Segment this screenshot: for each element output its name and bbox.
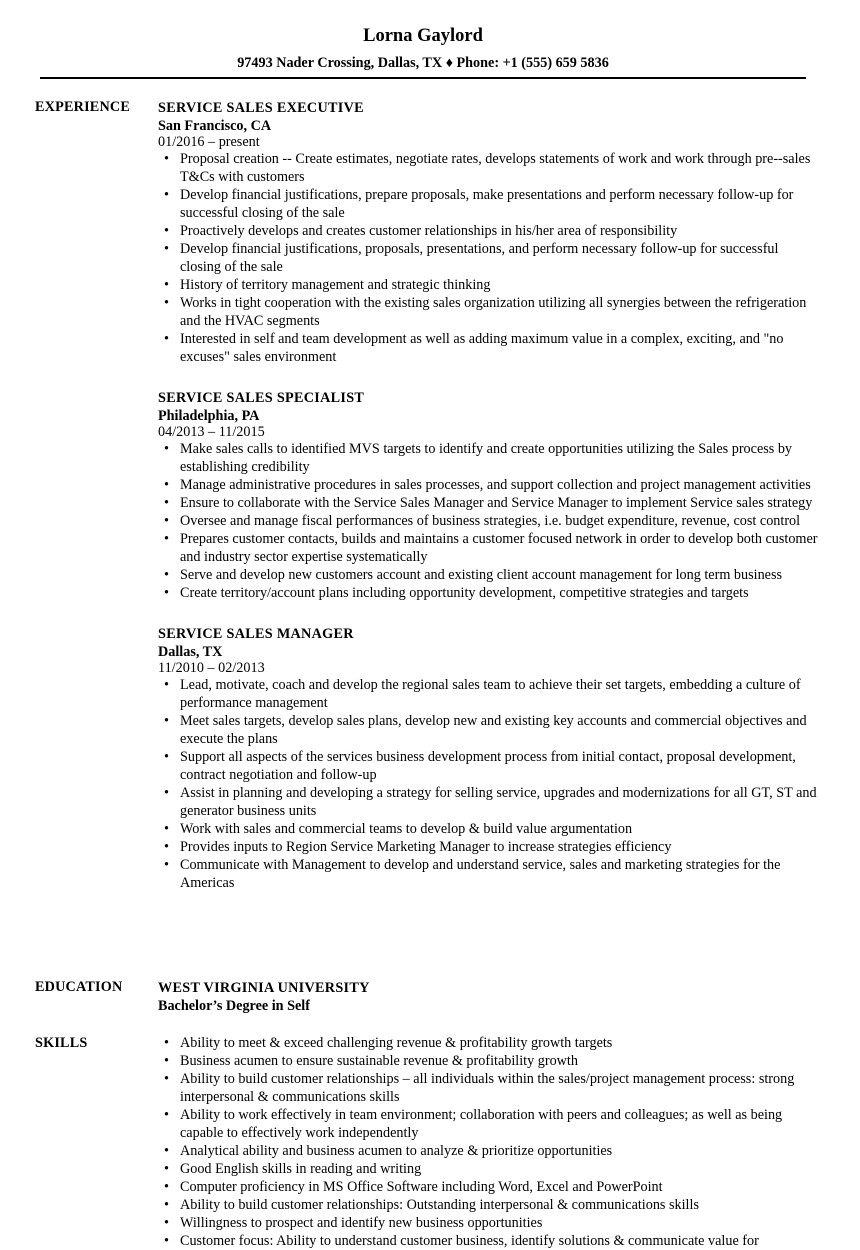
- skill-item: • Computer proficiency in MS Office Software including Word, Excel and PowerPoint: [158, 1178, 818, 1196]
- skill-item: • Business acumen to ensure sustainable revenue & profitability growth: [158, 1052, 818, 1070]
- job-bullet: • History of territory management and strategic thinking: [158, 276, 818, 294]
- job-bullet: • Assist in planning and developing a strategy for selling service, upgrades and modernizations for all GT, ST and generator business units: [158, 784, 818, 820]
- skill-item: • Ability to work effectively in team environment; collaboration with peers and colleagues; as well as being capable to effectively work independently: [158, 1106, 818, 1142]
- resume-header: [40, 24, 806, 72]
- job-dates: 04/2013 – 11/2015: [158, 424, 265, 440]
- job-location: Dallas, TX: [158, 644, 223, 660]
- job-bullets: [158, 150, 818, 366]
- job-bullet: • Meet sales targets, develop sales plans, develop new and existing key accounts and commercial objectives and execute the plans: [158, 712, 818, 748]
- job-title: SERVICE SALES MANAGER: [158, 626, 354, 642]
- job-bullet: • Prepares customer contacts, builds and maintains a customer focused network in order to develop both customer and industry sector expertise systematically: [158, 530, 818, 566]
- skill-item: • Ability to build customer relationships – all individuals within the sales/project management process: strong interpersonal & communications skills: [158, 1070, 818, 1106]
- job-entry: [158, 388, 818, 602]
- education-school: WEST VIRGINIA UNIVERSITY: [158, 980, 370, 996]
- job-bullet: • Develop financial justifications, proposals, presentations, and perform necessary follow-up for successful closing of the sale: [158, 240, 818, 276]
- header-divider: [40, 77, 806, 79]
- section-label-skills: SKILLS: [35, 1035, 88, 1051]
- job-entry: [158, 98, 818, 366]
- job-location: San Francisco, CA: [158, 118, 272, 134]
- job-bullet: • Work with sales and commercial teams to develop & build value argumentation: [158, 820, 818, 838]
- job-bullet: • Support all aspects of the services business development process from initial contact, proposal development, contract negotiation and follow-up: [158, 748, 818, 784]
- job-bullet: • Create territory/account plans including opportunity development, competitive strategies and targets: [158, 584, 818, 602]
- skill-item: • Good English skills in reading and writing: [158, 1160, 818, 1178]
- section-label-education: EDUCATION: [35, 979, 123, 995]
- job-title: SERVICE SALES SPECIALIST: [158, 390, 365, 406]
- job-dates: 01/2016 – present: [158, 134, 260, 150]
- education-degree: Bachelor’s Degree in Self: [158, 998, 310, 1014]
- job-bullet: • Manage administrative procedures in sales processes, and support collection and project management activities: [158, 476, 818, 494]
- section-label-experience: EXPERIENCE: [35, 99, 131, 115]
- job-bullet: • Oversee and manage fiscal performances of business strategies, i.e. budget expenditure, revenue, cost control: [158, 512, 818, 530]
- job-title: SERVICE SALES EXECUTIVE: [158, 100, 364, 116]
- job-bullet: • Communicate with Management to develop and understand service, sales and marketing strategies for the Americas: [158, 856, 818, 892]
- skill-item: • Ability to build customer relationships: Outstanding interpersonal & communications skills: [158, 1196, 818, 1214]
- job-bullet: • Proposal creation -- Create estimates, negotiate rates, develops statements of work and work through pre--sales T&Cs with customers: [158, 150, 818, 186]
- skills-body: [158, 1034, 818, 1250]
- contact-line: 97493 Nader Crossing, Dallas, TX ♦ Phone: +1 (555) 659 5836: [237, 55, 609, 71]
- skill-item: • Ability to meet & exceed challenging revenue & profitability growth targets: [158, 1034, 818, 1052]
- education-body: [158, 978, 818, 1015]
- job-location: Philadelphia, PA: [158, 408, 260, 424]
- skills-list: [158, 1034, 818, 1250]
- experience-jobs: [158, 98, 818, 914]
- job-bullet: • Develop financial justifications, prepare proposals, make presentations and perform necessary follow-up for successful closing of the sale: [158, 186, 818, 222]
- job-bullet: • Ensure to collaborate with the Service Sales Manager and Service Manager to implement Service sales strategy: [158, 494, 818, 512]
- job-bullet: • Lead, motivate, coach and develop the regional sales team to achieve their set targets, embedding a culture of performance management: [158, 676, 818, 712]
- job-bullet: • Interested in self and team development as well as adding maximum value in a complex, exciting, and "no excuses" sales environment: [158, 330, 818, 366]
- candidate-name: Lorna Gaylord: [363, 26, 483, 46]
- job-bullet: • Proactively develops and creates customer relationships in his/her area of responsibility: [158, 222, 818, 240]
- job-bullets: [158, 440, 818, 602]
- job-bullets: [158, 676, 818, 892]
- skill-item: • Willingness to prospect and identify new business opportunities: [158, 1214, 818, 1232]
- job-bullet: • Make sales calls to identified MVS targets to identify and create opportunities utilizing the Sales process by establishing credibility: [158, 440, 818, 476]
- job-dates: 11/2010 – 02/2013: [158, 660, 265, 676]
- skill-item: • Customer focus: Ability to understand customer business, identify solutions & communicate value for: [158, 1232, 818, 1250]
- job-bullet: • Provides inputs to Region Service Marketing Manager to increase strategies efficiency: [158, 838, 818, 856]
- job-bullet: • Serve and develop new customers account and existing client account management for long term business: [158, 566, 818, 584]
- skill-item: • Analytical ability and business acumen to analyze & prioritize opportunities: [158, 1142, 818, 1160]
- job-entry: [158, 624, 818, 892]
- job-bullet: • Works in tight cooperation with the existing sales organization utilizing all synergies between the refrigeration and the HVAC segments: [158, 294, 818, 330]
